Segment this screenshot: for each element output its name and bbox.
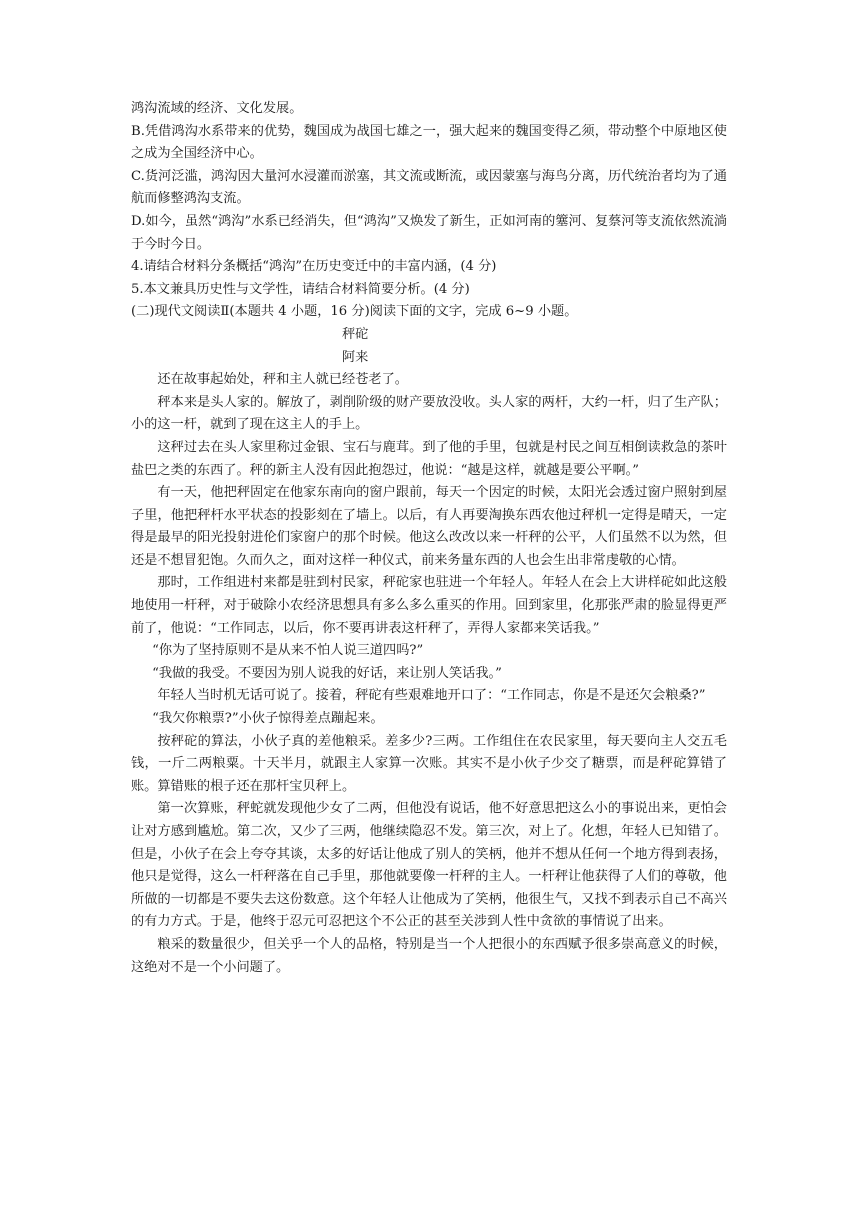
paragraph: 第一次算账，秤蛇就发现他少女了二两，但他没有说话，他不好意思把这么小的事说出来，更怕会让对方感到尴尬。第二次，又少了三两，他继续隐忍不发。第三次，对上了。化想，年轻人已知错了。但是，小伙子在会上夸夺其谈，太多的好话让他成了别人的笑柄，他并不想从任何一个地方得到表扬，他只是觉得，这么一杆秤落在自己手里，那他就要像一杆秤的主人。一杆秤让他获得了人们的尊敬，他所做的一切都是不要失去这份数意。这个年轻人让他成为了笑柄，他很生气，又找不到表示自己不高兴的有力方式。于是，他终于忍元可忍把这个不公正的甚至关涉到人性中贪欲的事情说了出来。 — [131, 801, 727, 930]
paragraph: 按秤砣的算法，小伙子真的差他粮采。差多少?三两。工作组住在农民家里，每天要向主人交五毛钱，一斤二两粮粟。十天半月，就跟主人家算一次账。其实不是小伙子少交了糖票，而是秤砣算错了账。算错账的根子还在那杆宝贝秤上。 — [131, 733, 727, 794]
document-page — [131, 98, 727, 979]
paragraph: D.如今，虽然“鸿沟”水系已经消失，但“鸿沟”又焕发了新生，正如河南的簺河、复蔡河等支流依然流淌于今时今日。 — [131, 213, 727, 252]
paragraph: C.货河泛滥，鸿沟因大量河水浸灌而淤塞，其文流或断流，或因蒙塞与海鸟分离，历代统治者均为了通航而修整鸿沟支流。 — [131, 168, 727, 207]
paragraph: B.凭借鸿沟水系带来的优势，魏国成为战国七雄之一，强大起来的魏国变得乙须，带动整个中原地区使之成为全国经济中心。 — [131, 123, 727, 162]
story-title: 秤砣 — [342, 326, 369, 342]
paragraph: “我做的我受。不要因为别人说我的好话，来让别人笑话我。” — [152, 665, 502, 681]
paragraph: 4.请结合材料分条概括“鸿沟”在历史变迁中的丰富内涵，(4 分) — [131, 259, 497, 275]
paragraph: (二)现代文阅读Ⅱ(本题共 4 小题，16 分)阅读下面的文字，完成 6~9 小题。 — [131, 304, 578, 320]
paragraph: 粮采的数量很少，但关乎一个人的品格，特别是当一个人把很小的东西赋予很多崇高意义的时候，这绝对不是一个小问题了。 — [131, 936, 727, 975]
paragraph: 鸿沟流域的经济、文化发展。 — [131, 101, 303, 116]
paragraph: 还在故事起始处，秤和主人就已经苍老了。 — [157, 372, 408, 388]
paragraph: 年轻人当时机无话可说了。接着，秤砣有些艰难地开口了：“工作同志，你是不是还欠会粮桑?” — [157, 688, 706, 704]
paragraph: “我欠你粮票?”小伙子惊得差点蹦起来。 — [152, 711, 384, 727]
story-author: 阿来 — [342, 349, 369, 365]
paragraph: 秤本来是头人家的。解放了，剥削阶级的财产要放没收。头人家的两杆，大约一杆，归了生产队；小的这一杆，就到了现在这主人的手上。 — [131, 394, 727, 433]
paragraph: 这秤过去在头人家里称过金银、宝石与鹿茸。到了他的手里，包就是村民之间互相倒读救急的茶叶盐巴之类的东西了。秤的新主人没有因此抱怨过，他说：“越是这样，就越是要公平啊。” — [131, 439, 727, 478]
paragraph: “你为了坚持原则不是从来不怕人说三道四吗?” — [152, 643, 424, 659]
paragraph: 那时，工作组进村来都是驻到村民家，秤砣家也驻进一个年轻人。年轻人在会上大讲样砣如此这般地使用一杆秤，对于破除小农经济思想具有多么多么重买的作用。回到家里，化那张严肃的脸显得更严前了，他说：“工作同志，以后，你不要再讲表这杆秤了，弄得人家都来笑话我。” — [131, 575, 727, 636]
paragraph: 5.本文兼具历史性与文学性，请结合材料简要分析。(4 分) — [131, 281, 470, 297]
paragraph: 有一天，他把秤固定在他家东南向的窗户跟前，每天一个因定的时候，太阳光会透过窗户照射到屋子里，他把秤杆水平状态的投影刻在了墙上。以后，有人再要淘换东西农他过秤机一定得是晴天，一定得是最早的阳光投射进伦们家窗户的那个时候。他这么改改以来一杆秤的公平，人们虽然不以为然，但还是不想冒犯饱。久而久之，面对这样一种仪式，前来务量东西的人也会生出非常虔敬的心情。 — [131, 485, 727, 568]
